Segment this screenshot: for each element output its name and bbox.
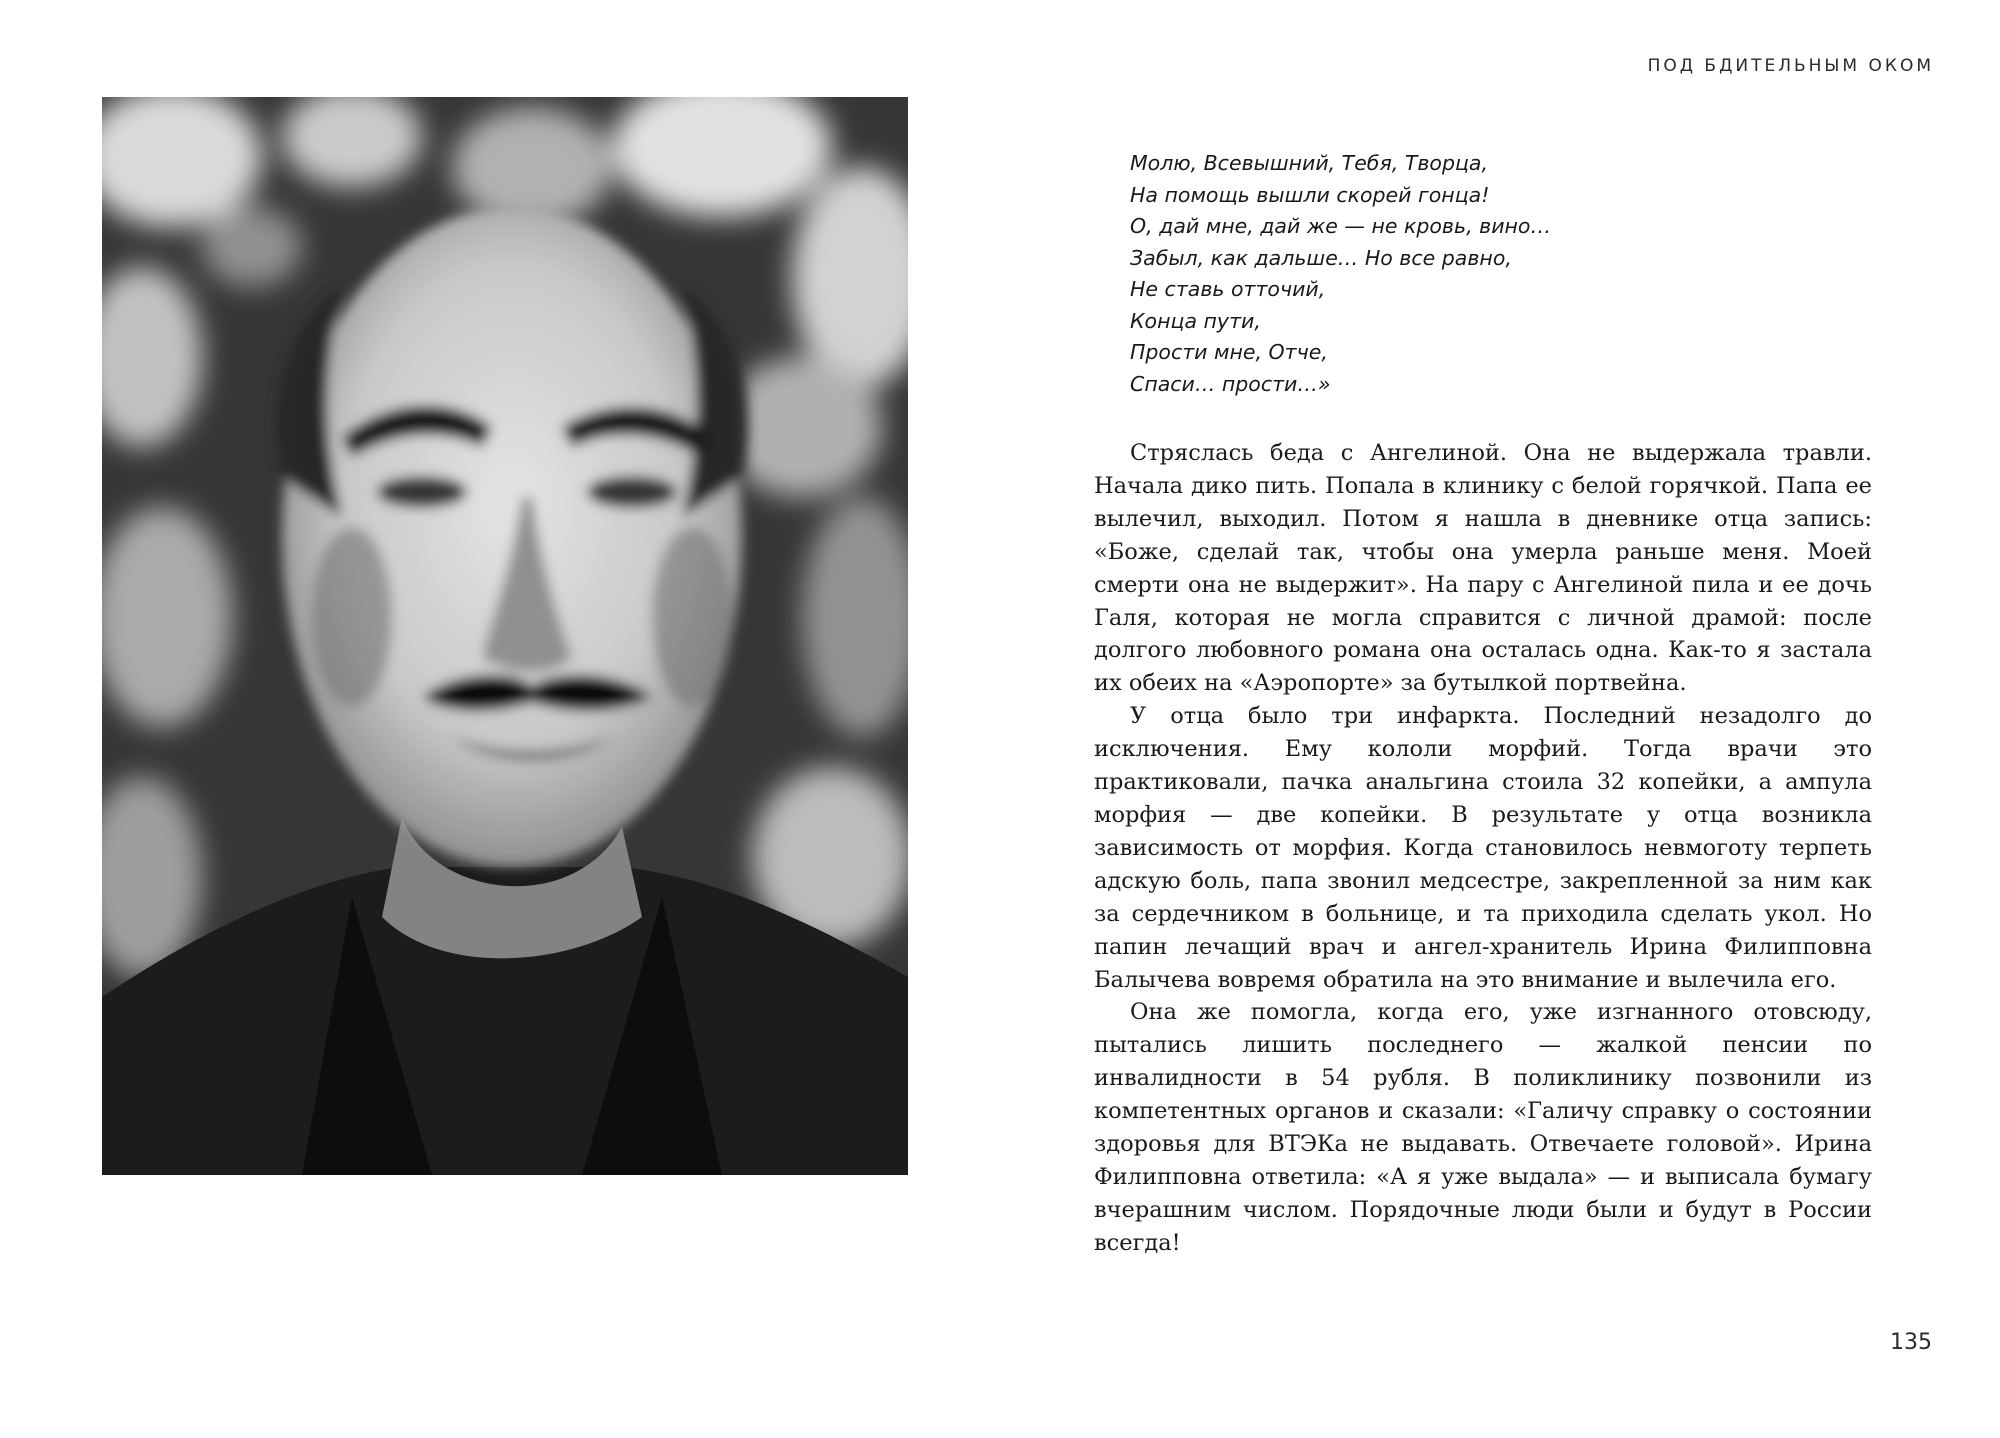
- paragraph: Она же помогла, когда его, уже изгнанного отовсюду, пытались лишить последнего — жалкой пенсии по инвалидности в 54 рубля. В поликлинику позвонили из компетентных органов и сказали: «Галичу справку о состоянии здоровья для ВТЭКа не выдавать. Отвечаете головой». Ирина Филипповна ответила: «А я уже выдала» — и выписала бумагу вчерашним числом. Порядочные люди были и будут в России всегда!: [1094, 999, 1872, 1256]
- body-text: [1094, 437, 1872, 1260]
- paragraph: Стряслась беда с Ангелиной. Она не выдержала травли. Начала дико пить. Попала в клинику с белой горячкой. Папа ее вылечил, выходил. Потом я нашла в дневнике отца запись: «Боже, сделай так, чтобы она умерла раньше меня. Моей смерти она не выдержит». На пару с Ангелиной пила и ее дочь Галя, которая не могла справится с личной драмой: после долгого любовного романа она осталась одна. Как-то я застала их обеих на «Аэропорте» за бутылкой портвейна.: [1094, 440, 1872, 697]
- paragraph: У отца было три инфаркта. Последний незадолго до исключения. Ему кололи морфий. Тогда врачи это практиковали, пачка анальгина стоила 32 копейки, а ампула морфия — две копейки. В результате у отца возникла зависимость от морфия. Когда становилось невмоготу терпеть адскую боль, папа звонил медсестре, закрепленной за ним как за сердечником в больнице, и та приходила сделать укол. Но папин лечащий врач и ангел-хранитель Ирина Филипповна Балычева вовремя обратила на это внимание и вылечила его.: [1094, 703, 1872, 993]
- poem-line: Молю, Всевышний, Тебя, Творца,: [1130, 151, 1489, 175]
- poem-line: Забыл, как дальше… Но все равно,: [1130, 245, 1512, 270]
- poem-line: Спаси… прости…»: [1130, 371, 1331, 396]
- poem: [1130, 148, 1890, 400]
- poem-line: На помощь вышли скорей гонца!: [1130, 182, 1490, 207]
- poem-line: О, дай мне, дай же — не кровь, вино…: [1130, 214, 1551, 238]
- poem-line: Конца пути,: [1130, 308, 1261, 333]
- page-number: 135: [1890, 1330, 1932, 1355]
- poem-line: Не ставь отточий,: [1130, 277, 1326, 301]
- portrait-photo: [102, 97, 908, 1175]
- poem-line: Прости мне, Отче,: [1130, 340, 1328, 364]
- running-head: ПОД БДИТЕЛЬНЫМ ОКОМ: [1647, 56, 1934, 76]
